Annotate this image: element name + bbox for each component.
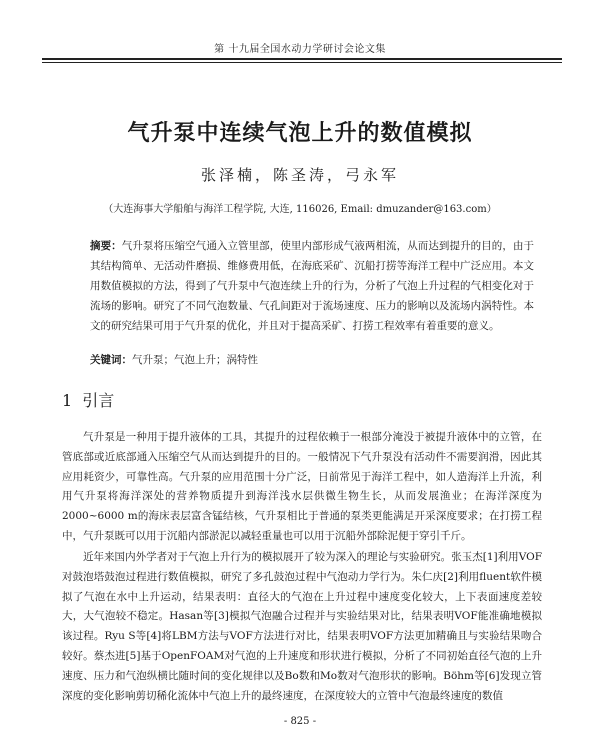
keywords-text: 气升泵；气泡上升；涡特性 — [132, 354, 258, 366]
body-paragraph-1: 气升泵是一种用于提升液体的工具，其提升的过程依赖于一根部分淹没于被提升液体中的立管，在管底部或近底部通入压缩空气从而达到提升的目的。一般情况下气升泵没有活动件不需要润滑，因此其应用耗资少，可靠性高。气升泵的应用范围十分广泛，日前常见于海洋工程中，如人造海洋上升流，利用气升泵将海洋深处的营养物质提升到海洋浅水层供微生物生长，从而发展渔业；在海洋深度为2000~6000 m的海床表层富含锰结核，气升泵相比于普通的泵类更能满足开采深度要求；在打捞工程中，气升泵既可以用于沉船内部淤泥以减轻重量也可以用于沉船外部除泥便于穿引千斤。 — [62, 431, 542, 542]
section-title: 引言 — [82, 391, 115, 410]
header-rule — [42, 58, 562, 60]
keywords-label: 关键词： — [90, 354, 132, 366]
section-heading — [62, 388, 114, 411]
page-number: - 825 - — [283, 716, 317, 727]
abstract-text: 气升泵将压缩空气通入立管里部，使里内部形成气液两相流，从而达到提升的目的，由于其结构简单、无活动件磨损、维修费用低，在海底采矿、沉船打捞等海洋工程中广泛应用。本文用数值模拟的方法，得到了气升泵中气泡连续上升的行为，分析了气泡上升过程的气相变化对于流场的影响。研究了不同气泡数量、气孔间距对于流场速度、压力的影响以及流场内涡特性。本文的研究结果可用于气升泵的优化，并且对于提高采矿、打捞工程效率有着重要的意义。 — [90, 240, 535, 332]
paper-title: 气升泵中连续气泡上升的数值模拟 — [127, 121, 473, 146]
abstract — [90, 236, 534, 336]
header-rule-thin — [42, 62, 562, 63]
body-paragraph-2: 近年来国内外学者对于气泡上升行为的模拟展开了较为深入的理论与实验研究。张玉杰[1]利用VOF对鼓泡塔鼓泡过程进行数值模拟，研究了多孔鼓泡过程中气泡动力学行为。朱仁庆[2]利用fluent软件模拟了气泡在水中上升运动，结果表明：直径大的气泡在上升过程中速度变化较大，上下表面速度差较大，大气泡较不稳定。Hasan等[3]模拟气泡融合过程并与实验结果对比，结果表明VOF能准确地模拟该过程。Ryu S等[4]将LBM方法与VOF方法进行对比，结果表明VOF方法更加精确且与实验结果吻合较好。蔡杰进[5]基于OpenFOAM对气泡的上升速度和形状进行模拟，分析了不同初始直径气泡的上升速度、压力和气泡纵横比随时间的变化规律以及Bo数和Mo数对气泡形状的影响。Böhm等[6]发现立管深度的变化影响剪切稀化流体中气泡上升的最终速度，在深度较大的立管中气泡最终速度的数值 — [62, 551, 542, 702]
paper-authors: 张泽楠，陈圣涛，弓永军 — [200, 166, 399, 184]
paper-affiliation: （大连海事大学船舶与海洋工程学院, 大连, 116026, Email: dmuzander@163.com） — [103, 204, 497, 215]
keywords — [90, 352, 534, 367]
abstract-label: 摘要： — [90, 240, 122, 252]
running-head: 第 十九届全国水动力学研讨会论文集 — [214, 44, 386, 55]
section-number: 1 — [62, 391, 73, 410]
